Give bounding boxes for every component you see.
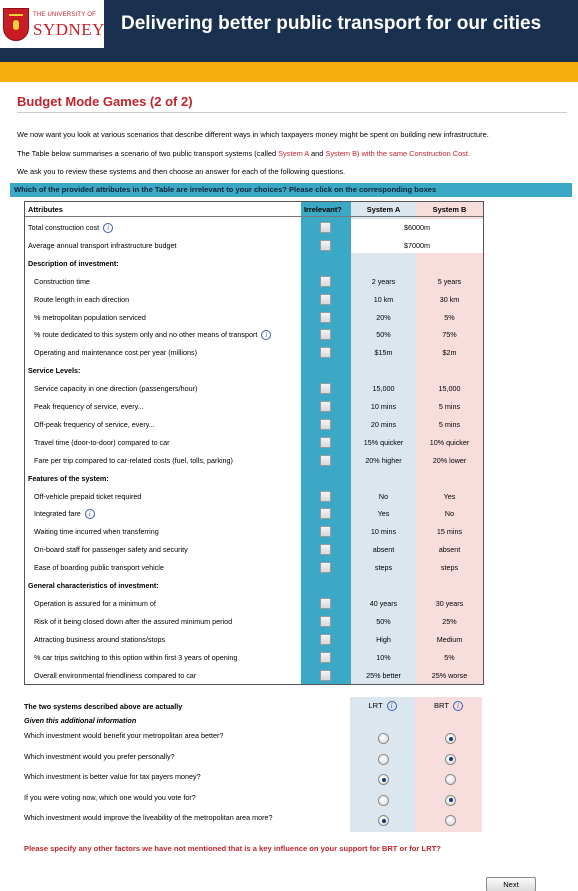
table-row (25, 309, 483, 326)
table-row (25, 326, 483, 343)
table-row (25, 523, 483, 540)
system-b-value: 15 mins (436, 527, 463, 537)
site-header (0, 0, 578, 62)
attribute-text: % route dedicated to this system only and no other means of transport (34, 330, 258, 340)
table-row (25, 380, 483, 397)
system-a-value: High (376, 634, 391, 644)
system-b-value: 5% (444, 312, 455, 322)
irrelevance-question-bar: Which of the provided attributes in the Table are irrelevant to your choices? Please click on the corresponding boxes (10, 183, 572, 197)
section-header (25, 577, 483, 594)
attribute-text: Total construction cost (28, 223, 100, 232)
section-label: General characteristics of investment: (28, 581, 159, 590)
attribute-text: Integrated fare (34, 509, 81, 519)
table-row (25, 273, 483, 290)
attribute-label (34, 456, 233, 465)
table-row (25, 291, 483, 308)
attribute-text: Off-peak frequency of service, every... (34, 419, 155, 429)
section-label: Service Levels: (28, 366, 81, 376)
given-info: Given this additional information (24, 716, 137, 725)
irrelevant-checkbox[interactable] (320, 670, 331, 681)
system-a-value: 10 mins (370, 527, 397, 537)
attribute-text: Construction time (34, 276, 90, 286)
table-row (25, 505, 483, 522)
section-label: Features of the system: (28, 473, 109, 483)
factors-prompt: Please specify any other factors we have not mentioned that is a key influence on your support for BRT or for LRT? (24, 844, 441, 853)
radio-lrt[interactable] (378, 815, 389, 826)
attribute-label (34, 348, 197, 357)
brt-column (415, 697, 482, 832)
radio-lrt[interactable] (378, 754, 389, 765)
next-button[interactable]: Next (486, 877, 536, 891)
system-b-value: No (444, 509, 455, 519)
system-a-value: Yes (377, 509, 390, 519)
attribute-text: Attracting business around stations/stops (34, 634, 166, 644)
same-cost-ref: with the same Construction Cost. (359, 149, 470, 158)
title-divider (17, 112, 567, 113)
attribute-label (34, 617, 232, 626)
system-b-label (416, 701, 481, 711)
system-a-value: 10% (376, 652, 391, 662)
attribute-label (34, 599, 156, 608)
attribute-label (34, 635, 165, 644)
table-row (25, 398, 483, 415)
attribute-text: Route length in each direction (34, 294, 130, 304)
system-a-value: $15m (374, 348, 393, 358)
system-a-name: LRT (368, 701, 383, 710)
table-row (25, 649, 483, 666)
system-b-value: 30 km (439, 294, 460, 304)
radio-brt[interactable] (445, 754, 456, 765)
attribute-text: Waiting time incurred when transferring (34, 527, 159, 537)
header-system-b: System B (432, 205, 467, 214)
irrelevant-checkbox[interactable] (320, 240, 331, 251)
system-a-value: absent (372, 545, 395, 555)
attribute-text: Off-vehicle prepaid ticket required (34, 491, 142, 501)
irrelevant-checkbox[interactable] (320, 544, 331, 555)
section-header (25, 362, 483, 379)
table-row (25, 416, 483, 433)
irrelevant-checkbox[interactable] (320, 294, 331, 305)
attribute-text: Peak frequency of service, every... (34, 402, 144, 411)
radio-lrt[interactable] (378, 795, 389, 806)
attribute-text: Operation is assured for a minimum of (34, 598, 156, 608)
info-icon[interactable]: i (453, 701, 463, 711)
system-b-name: BRT (433, 701, 450, 710)
intro-and: and (308, 149, 326, 158)
header-attributes: Attributes (28, 205, 63, 214)
banner-title: Delivering better public transport for our cities (121, 13, 542, 34)
attribute-label (34, 563, 164, 572)
attribute-label (34, 277, 90, 286)
info-icon[interactable]: i (387, 701, 397, 711)
irrelevant-checkbox[interactable] (320, 455, 331, 466)
attribute-label (28, 223, 113, 233)
attribute-text: % car trips switching to this option within first 3 years of opening (34, 652, 238, 662)
intro-paragraph-1: We now want you look at various scenarios that describe different ways in which taxpayers money might be spent on building new infrastructure. (17, 130, 489, 139)
irrelevant-checkbox[interactable] (320, 508, 331, 519)
radio-brt[interactable] (445, 774, 456, 785)
lrt-column (350, 697, 415, 832)
system-a-value: 50% (376, 330, 391, 340)
table-row (25, 613, 483, 630)
attribute-text: Travel time (door-to-door) compared to car (34, 437, 170, 447)
header-divider (25, 216, 483, 217)
header-system-a: System A (366, 205, 401, 214)
irrelevant-checkbox[interactable] (320, 437, 331, 448)
irrelevant-checkbox[interactable] (320, 401, 331, 412)
attribute-text: Operating and maintenance cost per year (millions) (34, 348, 197, 358)
attribute-label (34, 295, 129, 304)
section-header (25, 470, 483, 487)
page-title: Budget Mode Games (2 of 2) (17, 94, 193, 109)
irrelevant-checkbox[interactable] (320, 598, 331, 609)
info-icon[interactable]: i (103, 223, 113, 233)
system-a-value: 40 years (369, 598, 398, 608)
attribute-label (34, 402, 144, 411)
attribute-text: % metropolitan population serviced (34, 312, 146, 322)
university-logo[interactable] (0, 0, 104, 48)
system-a-value: 20 mins (370, 419, 397, 429)
system-b-value: Yes (443, 491, 456, 501)
table-row (25, 595, 483, 612)
radio-lrt[interactable] (378, 733, 389, 744)
system-a-value: 50% (376, 616, 391, 626)
irrelevant-checkbox[interactable] (320, 652, 331, 663)
info-icon[interactable]: i (261, 330, 271, 340)
system-b-value: 25% worse (431, 670, 468, 680)
attribute-label (34, 509, 95, 519)
attribute-text: Overall environmental friendliness compared to car (34, 670, 197, 680)
table-row (25, 452, 483, 469)
table-row (25, 219, 483, 236)
irrelevant-checkbox[interactable] (320, 616, 331, 627)
attribute-text: Fare per trip compared to car-related costs (fuel, tolls, parking) (34, 455, 233, 465)
system-b-value: 20% lower (432, 455, 467, 465)
attribute-label (34, 527, 159, 536)
attributes-table (24, 201, 484, 685)
system-a-value: steps (374, 563, 393, 573)
table-row (25, 541, 483, 558)
system-a-value: 20% higher (365, 455, 402, 465)
system-b-value: 25% (442, 616, 457, 626)
attribute-label (28, 241, 177, 250)
irrelevant-checkbox[interactable] (320, 312, 331, 323)
table-row (25, 237, 483, 254)
table-row (25, 434, 483, 451)
system-b-value: 5 mins (438, 402, 461, 411)
system-b-value: 30 years (435, 598, 464, 608)
attribute-text: On-board staff for passenger safety and security (34, 545, 188, 555)
attribute-label (34, 384, 197, 393)
system-b-value: absent (438, 545, 461, 555)
table-row (25, 488, 483, 505)
irrelevant-checkbox[interactable] (320, 526, 331, 537)
attribute-label (34, 330, 271, 340)
system-b-value: 10% quicker (429, 437, 470, 447)
radio-brt[interactable] (445, 733, 456, 744)
irrelevant-checkbox[interactable] (320, 276, 331, 287)
attribute-label (34, 545, 188, 554)
question-text: Which investment is better value for tax payers money? (24, 772, 201, 781)
attribute-text: Service capacity in one direction (passengers/hour) (34, 384, 198, 394)
question-text: Which investment would benefit your metropolitan area better? (24, 731, 224, 740)
system-a-ref: System A (278, 149, 309, 158)
header-irrelevant: Irrelevant? (304, 205, 342, 214)
system-a-value: 25% better (366, 670, 401, 680)
systems-intro: The two systems described above are actually (24, 702, 183, 711)
section-header (25, 255, 483, 272)
irrelevant-checkbox[interactable] (320, 329, 331, 340)
system-b-value: $2m (442, 348, 457, 358)
table-row (25, 667, 483, 684)
logo-big-text: SYDNEY (33, 20, 105, 39)
questions-section (24, 697, 484, 832)
system-b-value: 5% (444, 652, 455, 662)
irrelevant-checkbox[interactable] (320, 419, 331, 430)
attribute-text: Ease of boarding public transport vehicle (34, 563, 164, 573)
irrelevant-checkbox[interactable] (320, 491, 331, 502)
system-a-value: 20% (376, 312, 391, 322)
attribute-text: Risk of it being closed down after the assured minimum period (34, 616, 233, 626)
section-label: Description of investment: (28, 258, 119, 268)
attribute-text: Average annual transport infrastructure budget (28, 240, 177, 250)
attribute-label (34, 492, 141, 501)
system-a-value: 10 mins (370, 402, 397, 411)
university-crest-icon (3, 8, 29, 41)
intro-text: The Table below summarises a scenario of two public transport systems (called (17, 149, 279, 158)
radio-lrt[interactable] (378, 774, 389, 785)
question-text: Which investment would you prefer personally? (24, 751, 175, 761)
system-a-value: 10 km (373, 294, 394, 304)
radio-brt[interactable] (445, 815, 456, 826)
system-b-value: 5 years (437, 276, 462, 286)
system-b-value: 5 mins (438, 419, 461, 429)
system-a-value: 2 years (371, 276, 396, 286)
shared-value: $7000m (404, 240, 430, 250)
attribute-label (34, 420, 155, 429)
irrelevant-checkbox[interactable] (320, 634, 331, 645)
irrelevant-checkbox[interactable] (320, 562, 331, 573)
irrelevant-checkbox[interactable] (320, 347, 331, 358)
logo-small-text: THE UNIVERSITY OF (33, 12, 96, 18)
info-icon[interactable]: i (85, 509, 95, 519)
system-a-value: No (378, 491, 389, 501)
system-b-value: steps (440, 563, 459, 573)
question-text: If you were voting now, which one would you vote for? (24, 792, 196, 802)
system-a-value: 15,000 (372, 384, 395, 394)
attribute-label (34, 671, 196, 680)
system-b-ref: System B) (325, 149, 360, 158)
attribute-label (34, 438, 170, 447)
system-b-value: Medium (436, 634, 463, 644)
intro-paragraph-2 (17, 149, 470, 158)
table-row (25, 631, 483, 648)
attribute-label (34, 653, 237, 662)
intro-paragraph-3: We ask you to review these systems and then choose an answer for each of the following questions. (17, 167, 346, 176)
question-text: Which investment would improve the liveability of the metropolitan area more? (24, 813, 273, 822)
system-b-value: 75% (442, 330, 457, 340)
radio-brt[interactable] (445, 795, 456, 806)
gold-band (0, 62, 578, 82)
table-row (25, 559, 483, 576)
irrelevant-checkbox[interactable] (320, 383, 331, 394)
system-a-value: 15% quicker (363, 437, 404, 447)
attribute-label (34, 313, 146, 322)
system-b-value: 15,000 (438, 384, 461, 394)
table-row (25, 344, 483, 361)
system-a-label (350, 701, 415, 711)
irrelevant-checkbox[interactable] (320, 222, 331, 233)
shared-value: $6000m (404, 223, 430, 232)
